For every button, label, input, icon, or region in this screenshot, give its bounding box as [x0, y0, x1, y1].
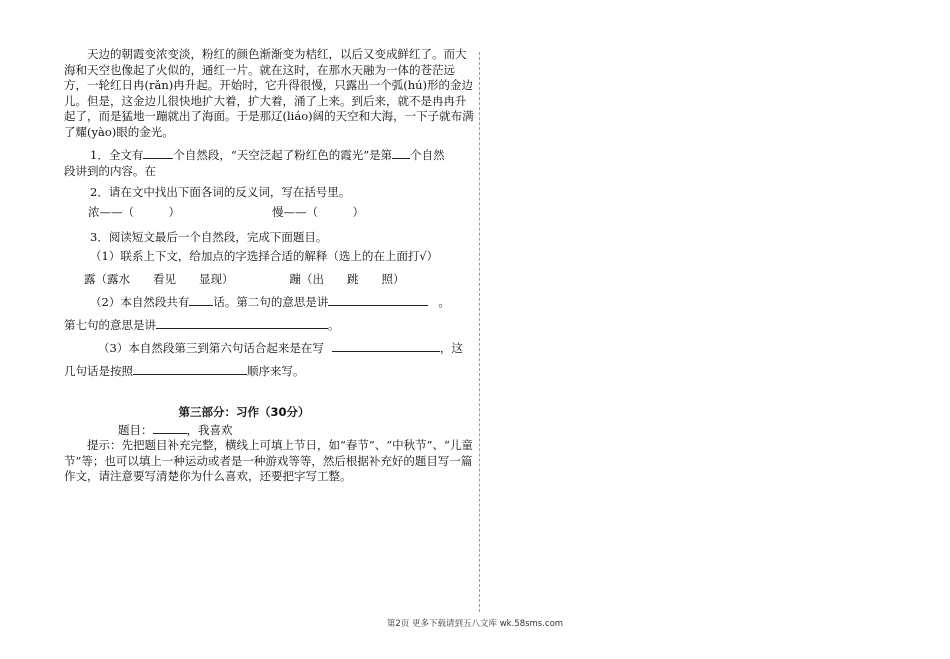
q3-blank-content[interactable]: [332, 339, 440, 352]
q3-sub2-line2-end: 。: [328, 318, 340, 332]
q3-choice-beng[interactable]: 蹦（出 跳 照）: [289, 272, 405, 286]
page-footer: 第2页 更多下载请到五八文库 wk.58sms.com: [386, 619, 564, 629]
question-1: [64, 146, 474, 179]
q3-sub3-b: ，这: [439, 341, 463, 355]
q3-blank-sentence2[interactable]: [328, 293, 428, 306]
writing-hint: 提示：先把题目补充完整，横线上可填上节日，如“春节”、“中秋节”、“儿童节”等；也可以填上一种运动或者是一种游戏等等，然后根据补充好的题目写一篇作文，请注意要写清楚你为什么喜欢，还要把字写工整。: [64, 438, 473, 483]
q2-word-nong[interactable]: 浓——（ ）: [88, 204, 180, 219]
q3-title: 3．阅读短文最后一个自然段，完成下面题目。: [90, 229, 328, 244]
q3-choice-lu[interactable]: 露（露水 看见 显现）: [84, 272, 234, 286]
q1-blank-count[interactable]: [143, 146, 173, 159]
q3-sub2-c: 。: [438, 295, 450, 309]
topic-label: 题目：: [118, 422, 153, 437]
q1-mid: 个自然段，“天空泛起了粉红色的霞光”是第: [173, 148, 393, 162]
q3-sub2-b: 话。第二句的意思是讲: [213, 295, 329, 309]
q1-line2: 段讲到的内容。在: [64, 163, 156, 178]
topic-end: ，我喜欢: [186, 422, 233, 437]
q3-sub2-line2: 第七句的意思是讲: [64, 318, 156, 332]
reading-passage: 天边的朝霞变浓变淡，粉红的颜色渐渐变为桔红，以后又变成鲜红了。而大海和天空也像起了火似的，通红一片。就在这时，在那水天融为一体的苍茫远方，一轮红日冉(rǎn)冉升起。开始时，它升得很慢，只露出一个弧(hú)形的金边儿。但是，这金边儿很快地扩大着，扩大着，涌了上来。到后来，就不是冉冉升起了，而是猛地一蹦就出了海面。于是那辽(liáo)阔的天空和大海，一下子就布满了耀(yào)眼的金光。: [64, 47, 474, 139]
question-2: [64, 185, 474, 224]
left-column: [64, 47, 474, 485]
q3-sub3-line2-a: 几句话是按照: [64, 364, 133, 378]
section-3-title: 第三部分：习作（30分）: [178, 405, 310, 419]
q3-blank-order[interactable]: [133, 362, 247, 375]
q3-sub2-a: （2）本自然段共有: [90, 295, 190, 309]
question-3: [64, 230, 474, 384]
q3-blank-sentence-count[interactable]: [189, 293, 213, 306]
q3-sub1: （1）联系上下文，给加点的字选择合适的解释（选上的在上面打√）: [90, 249, 439, 263]
q3-blank-sentence7[interactable]: [156, 316, 328, 329]
column-divider: [479, 52, 480, 612]
q3-sub3-line2-b: 顺序来写。: [247, 364, 305, 378]
q2-title: 2．请在文中找出下面各词的反义词，写在括号里。: [90, 185, 351, 199]
q3-sub3-a: （3）本自然段第三到第六句话合起来是在写: [98, 341, 324, 355]
q1-prefix: 1．全文有: [90, 148, 144, 162]
q2-word-man[interactable]: 慢——（ ）: [272, 204, 364, 219]
q1-blank-paragraph[interactable]: [392, 146, 410, 159]
q1-end: 个自然: [410, 148, 445, 162]
topic-blank[interactable]: [153, 421, 187, 434]
